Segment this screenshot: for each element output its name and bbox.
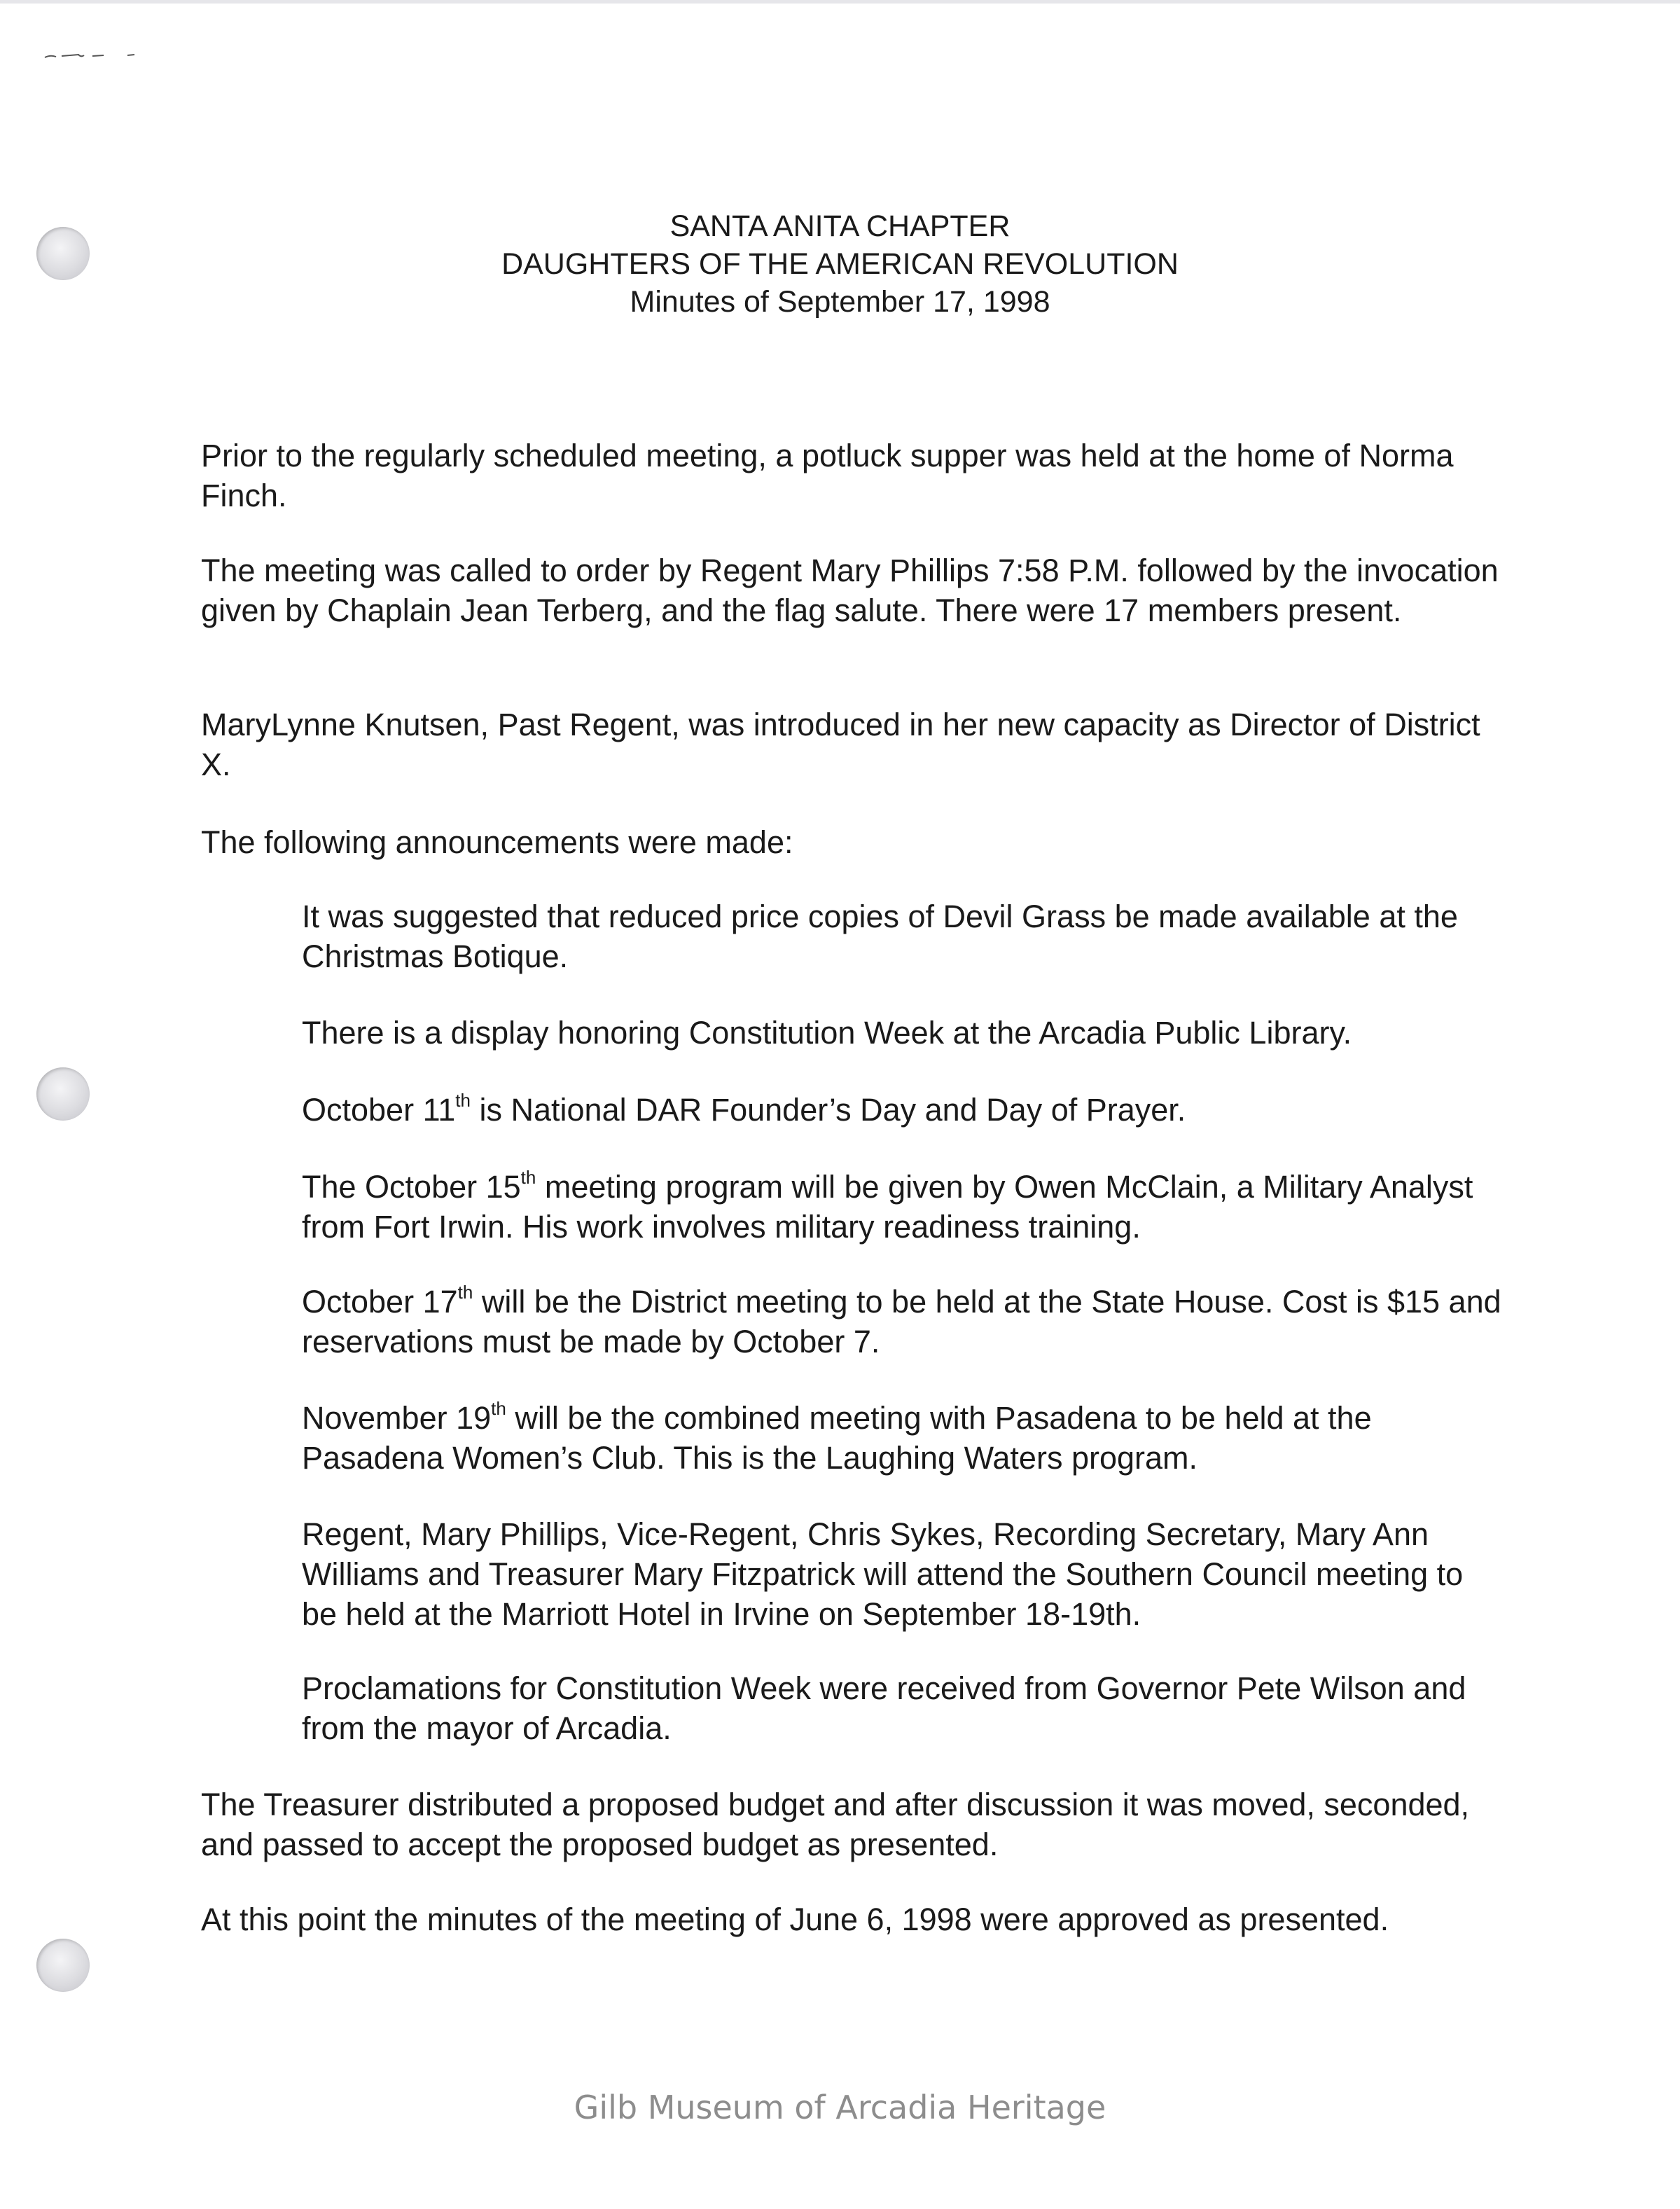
announcement-founders-day: October 11th is National DAR Founder’s Day and Day of Prayer. [302, 1090, 1186, 1128]
paragraph-budget: The Treasurer distributed a proposed budget and after discussion it was moved, seconded, and passed to accept the proposed budget as presented. [201, 1787, 1470, 1862]
letterhead [0, 207, 1680, 321]
announcement-library-display: There is a display honoring Constitution Week at the Arcadia Public Library. [302, 1015, 1352, 1051]
binder-hole-middle [36, 1067, 90, 1121]
paragraph-call-to-order: The meeting was called to order by Regent Mary Phillips 7:58 P.M. followed by the invocation given by Chaplain Jean Terberg, and the flag salute. There were 17 members present. [201, 553, 1499, 628]
announcement-southern-council: Regent, Mary Phillips, Vice-Regent, Chris Sykes, Recording Secretary, Mary Ann Williams and Treasurer Mary Fitzpatrick will attend the Southern Council meeting to be held at the Marriott Hotel in Irvine on September 18-19th. [302, 1516, 1464, 1632]
organization-name: DAUGHTERS OF THE AMERICAN REVOLUTION [501, 247, 1179, 281]
binder-hole-bottom [36, 1939, 90, 1992]
announcement-october-program: The October 15th meeting program will be given by Owen McClain, a Military Analyst from Fort Irwin. His work involves military readiness training. [302, 1167, 1473, 1245]
chapter-name: SANTA ANITA CHAPTER [669, 209, 1011, 243]
paragraph-director-intro: MaryLynne Knutsen, Past Regent, was introduced in her new capacity as Director of District X. [201, 707, 1480, 782]
announcement-pasadena-meeting: November 19th will be the combined meeting with Pasadena to be held at the Pasadena Women’s Club. This is the Laughing Waters program. [302, 1398, 1372, 1476]
paragraph-announcements-intro: The following announcements were made: [201, 824, 793, 860]
announcement-district-meeting: October 17th will be the District meeting to be held at the State House. Cost is $15 and reservations must be made by October 7. [302, 1282, 1501, 1359]
paragraph-minutes-approved: At this point the minutes of the meeting of June 6, 1998 were approved as presented. [201, 1902, 1389, 1937]
pen-mark [43, 49, 148, 63]
museum-watermark: Gilb Museum of Arcadia Heritage [574, 2089, 1106, 2126]
announcement-devil-grass: It was suggested that reduced price copies of Devil Grass be made available at the Christmas Botique. [302, 899, 1458, 974]
paragraph-potluck: Prior to the regularly scheduled meeting, a potluck supper was held at the home of Norma Finch. [201, 438, 1454, 513]
minutes-date: Minutes of September 17, 1998 [630, 285, 1050, 319]
scan-top-edge [0, 0, 1680, 4]
announcement-proclamations: Proclamations for Constitution Week were received from Governor Pete Wilson and from the mayor of Arcadia. [302, 1670, 1466, 1746]
